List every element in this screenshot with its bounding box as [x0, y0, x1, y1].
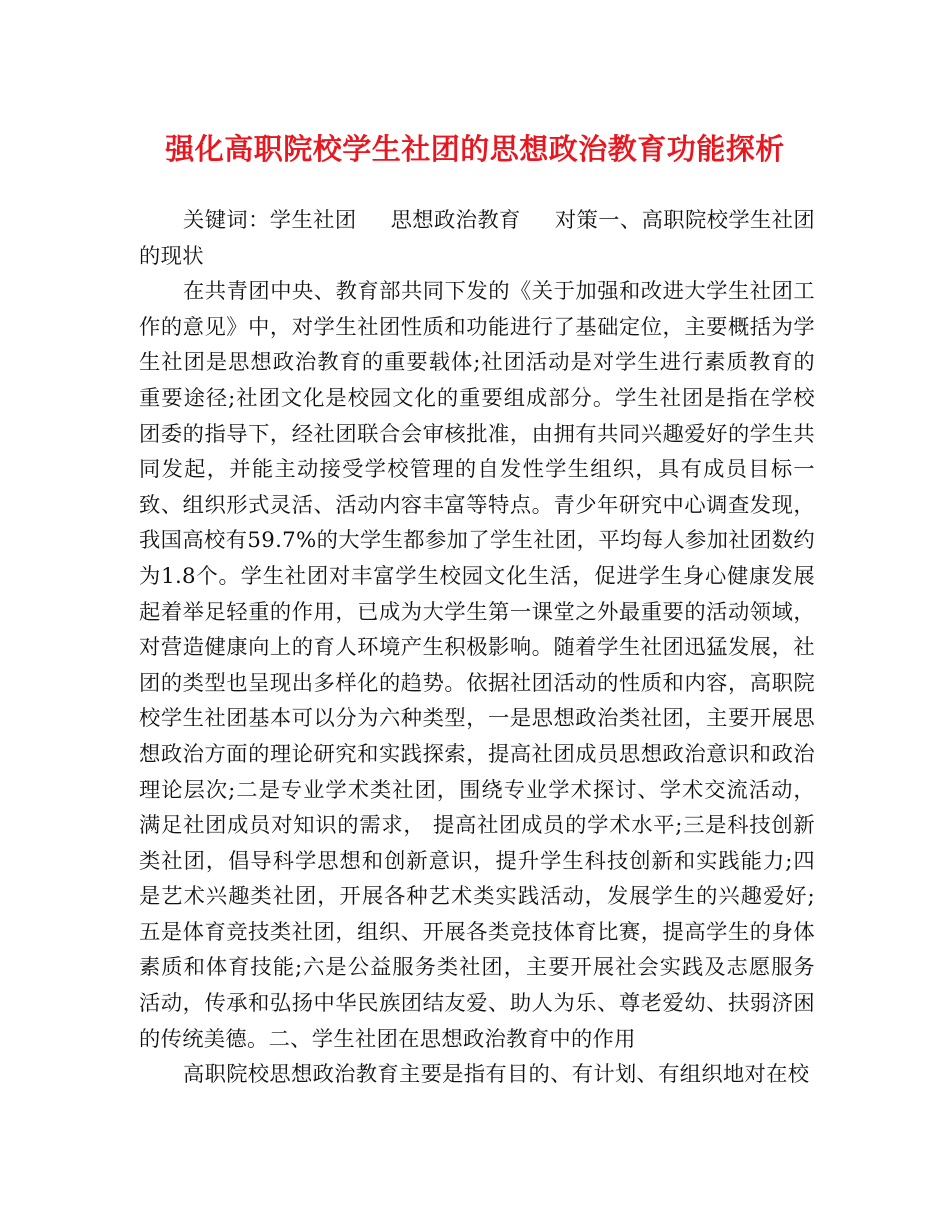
keywords-line: [139, 203, 815, 274]
keywords-label: 关键词：: [183, 208, 270, 233]
keyword-item: 对策一、高职院校学生社团的现状: [139, 208, 816, 269]
body-paragraph: 高职院校思想政治教育主要是指有目的、有计划、有组织地对在校: [183, 1062, 810, 1088]
document-title: 强化高职院校学生社团的思想政治教育功能探析: [165, 132, 785, 166]
body-paragraph: 在共青团中央、教育部共同下发的《关于加强和改进大学生社团工作的意见》中，对学生社团性质和功能进行了基础定位，主要概括为学生社团是思想政治教育的重要载体;社团活动是对学生进行素质教育的重要途径;社团文化是校园文化的重要组成部分。学生社团是指在学校团委的指导下，经社团联合会审核批准，由拥有共同兴趣爱好的学生共同发起，并能主动接受学校管理的自发性学生组织，具有成员目标一致、组织形式灵活、活动内容丰富等特点。青少年研究中心调查发现，我国高校有59.7%的大学生都参加了学生社团，平均每人参加社团数约为1.8个。学生社团对丰富学生校园文化生活，促进学生身心健康发展起着举足轻重的作用，已成为大学生第一课堂之外最重要的活动领域，对营造健康向上的育人环境产生积极影响。随着学生社团迅猛发展，社团的类型也呈现出多样化的趋势。依据社团活动的性质和内容，高职院校学生社团基本可以分为六种类型，一是思想政治类社团，主要开展思想政治方面的理论研究和实践探索，提高社团成员思想政治意识和政治理论层次;二是专业学术类社团，围绕专业学术探讨、学术交流活动，满足社团成员对知识的需求， 提高社团成员的学术水平;三是科技创新类社团，倡导科学思想和创新意识，提升学生科技创新和实践能力;四是艺术兴趣类社团，开展各种艺术类实践活动，发展学生的兴趣爱好;五是体育竞技类社团，组织、开展各类竞技体育比赛，提高学生的身体素质和体育技能;六是公益服务类社团，主要开展社会实践及志愿服务活动，传承和弘扬中华民族团结友爱、助人为乐、尊老爱幼、扶弱济困的传统美德。二、学生社团在思想政治教育中的作用: [139, 279, 815, 1052]
document-body: [139, 203, 815, 1093]
keyword-item: 学生社团: [269, 208, 357, 233]
keyword-item: 思想政治教育: [390, 208, 521, 233]
